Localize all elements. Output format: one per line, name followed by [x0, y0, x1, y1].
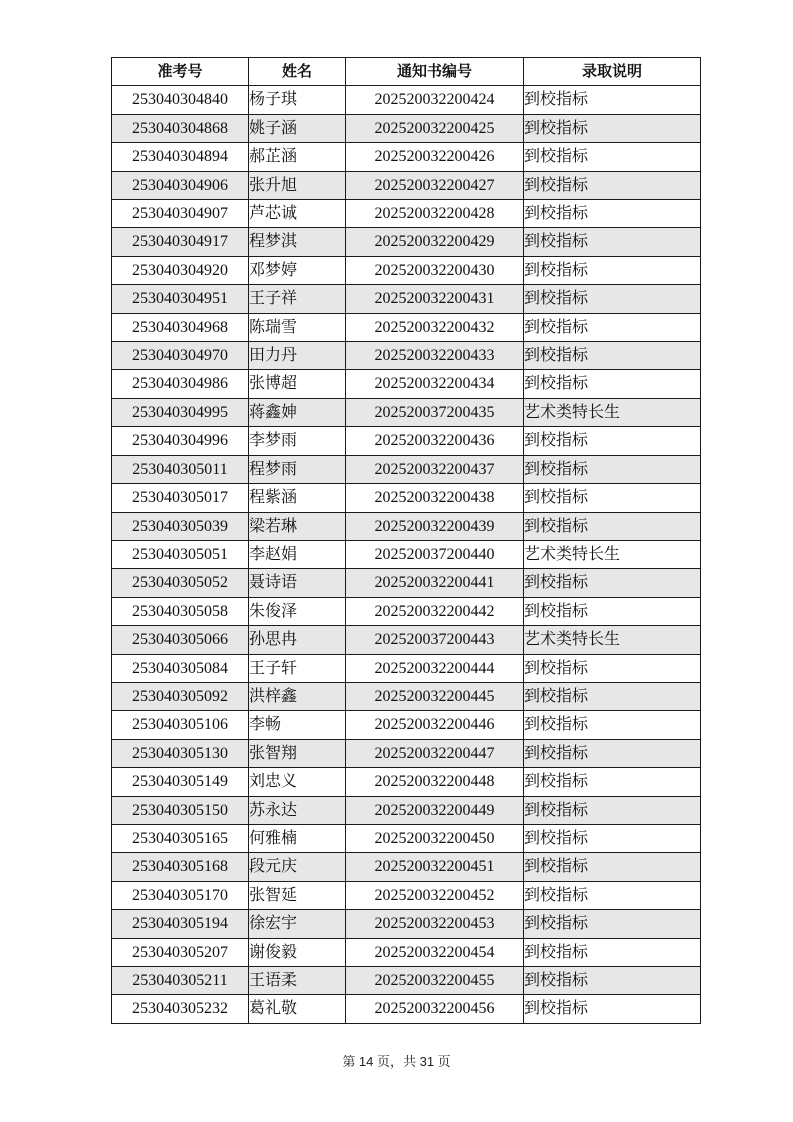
cell-exam-number: 253040304995: [112, 398, 249, 426]
table-row: [112, 342, 701, 370]
table-row: [112, 682, 701, 710]
cell-name: 程梦雨: [249, 455, 346, 483]
table-row: [112, 398, 701, 426]
table-row: [112, 938, 701, 966]
table-row: [112, 881, 701, 909]
cell-admission-note: 到校指标: [524, 739, 701, 767]
cell-exam-number: 253040305092: [112, 682, 249, 710]
cell-notice-number: 202520032200452: [346, 881, 524, 909]
table-row: [112, 796, 701, 824]
cell-notice-number: 202520032200429: [346, 228, 524, 256]
cell-notice-number: 202520032200448: [346, 768, 524, 796]
cell-exam-number: 253040305130: [112, 739, 249, 767]
table-row: [112, 143, 701, 171]
cell-notice-number: 202520032200455: [346, 967, 524, 995]
cell-name: 李赵娟: [249, 540, 346, 568]
cell-name: 王子祥: [249, 285, 346, 313]
cell-name: 邓梦婷: [249, 256, 346, 284]
cell-notice-number: 202520032200453: [346, 910, 524, 938]
cell-notice-number: 202520037200440: [346, 540, 524, 568]
cell-admission-note: 到校指标: [524, 853, 701, 881]
cell-notice-number: 202520032200441: [346, 569, 524, 597]
cell-exam-number: 253040304907: [112, 200, 249, 228]
cell-admission-note: 到校指标: [524, 682, 701, 710]
table-row: [112, 597, 701, 625]
cell-exam-number: 253040305058: [112, 597, 249, 625]
cell-exam-number: 253040304951: [112, 285, 249, 313]
cell-notice-number: 202520032200434: [346, 370, 524, 398]
cell-exam-number: 253040305150: [112, 796, 249, 824]
cell-exam-number: 253040304986: [112, 370, 249, 398]
table-row: [112, 171, 701, 199]
cell-notice-number: 202520032200442: [346, 597, 524, 625]
cell-exam-number: 253040304840: [112, 86, 249, 114]
cell-name: 王子轩: [249, 654, 346, 682]
cell-name: 何雅楠: [249, 824, 346, 852]
cell-admission-note: 到校指标: [524, 995, 701, 1023]
table-row: [112, 484, 701, 512]
cell-name: 聂诗语: [249, 569, 346, 597]
column-header-notice-number: 通知书编号: [346, 58, 524, 86]
cell-notice-number: 202520032200432: [346, 313, 524, 341]
table-row: [112, 626, 701, 654]
cell-name: 李梦雨: [249, 427, 346, 455]
cell-exam-number: 253040305207: [112, 938, 249, 966]
cell-notice-number: 202520032200456: [346, 995, 524, 1023]
table-row: [112, 995, 701, 1023]
cell-name: 张升旭: [249, 171, 346, 199]
cell-exam-number: 253040305052: [112, 569, 249, 597]
cell-admission-note: 到校指标: [524, 228, 701, 256]
cell-admission-note: 到校指标: [524, 824, 701, 852]
table-row: [112, 256, 701, 284]
page-footer: 第 14 页，共 31 页: [342, 1054, 451, 1069]
cell-notice-number: 202520032200449: [346, 796, 524, 824]
cell-admission-note: 到校指标: [524, 455, 701, 483]
cell-notice-number: 202520032200444: [346, 654, 524, 682]
cell-name: 张智翔: [249, 739, 346, 767]
table-row: [112, 739, 701, 767]
cell-name: 孙思冉: [249, 626, 346, 654]
table-row: [112, 967, 701, 995]
cell-name: 谢俊毅: [249, 938, 346, 966]
cell-exam-number: 253040305066: [112, 626, 249, 654]
cell-name: 徐宏宇: [249, 910, 346, 938]
cell-name: 葛礼敬: [249, 995, 346, 1023]
cell-notice-number: 202520032200433: [346, 342, 524, 370]
cell-exam-number: 253040305051: [112, 540, 249, 568]
cell-name: 朱俊泽: [249, 597, 346, 625]
cell-notice-number: 202520032200426: [346, 143, 524, 171]
cell-name: 洪梓鑫: [249, 682, 346, 710]
cell-admission-note: 到校指标: [524, 711, 701, 739]
column-header-exam-number: 准考号: [112, 58, 249, 86]
cell-admission-note: 到校指标: [524, 427, 701, 455]
cell-notice-number: 202520032200425: [346, 114, 524, 142]
cell-notice-number: 202520032200451: [346, 853, 524, 881]
cell-notice-number: 202520032200446: [346, 711, 524, 739]
table-row: [112, 654, 701, 682]
cell-admission-note: 到校指标: [524, 796, 701, 824]
cell-exam-number: 253040305106: [112, 711, 249, 739]
table-row: [112, 313, 701, 341]
cell-exam-number: 253040305084: [112, 654, 249, 682]
cell-notice-number: 202520032200439: [346, 512, 524, 540]
table-row: [112, 711, 701, 739]
table-row: [112, 114, 701, 142]
cell-notice-number: 202520032200436: [346, 427, 524, 455]
cell-admission-note: 到校指标: [524, 597, 701, 625]
cell-exam-number: 253040305149: [112, 768, 249, 796]
cell-name: 苏永达: [249, 796, 346, 824]
cell-exam-number: 253040304906: [112, 171, 249, 199]
cell-admission-note: 到校指标: [524, 200, 701, 228]
table-row: [112, 200, 701, 228]
cell-name: 芦芯诚: [249, 200, 346, 228]
table-body: [112, 86, 701, 1023]
cell-admission-note: 到校指标: [524, 285, 701, 313]
cell-admission-note: 到校指标: [524, 569, 701, 597]
cell-admission-note: 到校指标: [524, 313, 701, 341]
table-row: [112, 285, 701, 313]
header-row: [112, 58, 701, 86]
cell-notice-number: 202520032200437: [346, 455, 524, 483]
cell-notice-number: 202520032200447: [346, 739, 524, 767]
cell-name: 程梦淇: [249, 228, 346, 256]
cell-exam-number: 253040304920: [112, 256, 249, 284]
table-row: [112, 824, 701, 852]
table-row: [112, 512, 701, 540]
cell-exam-number: 253040305039: [112, 512, 249, 540]
cell-admission-note: 到校指标: [524, 370, 701, 398]
table-row: [112, 540, 701, 568]
cell-exam-number: 253040304970: [112, 342, 249, 370]
cell-name: 张智延: [249, 881, 346, 909]
cell-notice-number: 202520032200445: [346, 682, 524, 710]
cell-notice-number: 202520032200428: [346, 200, 524, 228]
cell-exam-number: 253040305011: [112, 455, 249, 483]
cell-admission-note: 艺术类特长生: [524, 398, 701, 426]
cell-admission-note: 到校指标: [524, 654, 701, 682]
table-row: [112, 853, 701, 881]
cell-exam-number: 253040305017: [112, 484, 249, 512]
cell-name: 梁若琳: [249, 512, 346, 540]
cell-admission-note: 到校指标: [524, 938, 701, 966]
cell-notice-number: 202520037200443: [346, 626, 524, 654]
table-row: [112, 370, 701, 398]
table-row: [112, 228, 701, 256]
cell-notice-number: 202520032200454: [346, 938, 524, 966]
cell-name: 蒋鑫妽: [249, 398, 346, 426]
column-header-admission-note: 录取说明: [524, 58, 701, 86]
table-row: [112, 910, 701, 938]
cell-notice-number: 202520032200424: [346, 86, 524, 114]
cell-notice-number: 202520032200430: [346, 256, 524, 284]
table-row: [112, 86, 701, 114]
cell-exam-number: 253040305170: [112, 881, 249, 909]
table-row: [112, 768, 701, 796]
cell-admission-note: 到校指标: [524, 143, 701, 171]
cell-exam-number: 253040304868: [112, 114, 249, 142]
cell-name: 姚子涵: [249, 114, 346, 142]
cell-exam-number: 253040304894: [112, 143, 249, 171]
cell-name: 程紫涵: [249, 484, 346, 512]
cell-exam-number: 253040305168: [112, 853, 249, 881]
cell-name: 王语柔: [249, 967, 346, 995]
cell-admission-note: 到校指标: [524, 484, 701, 512]
admission-table: [111, 57, 701, 1024]
cell-admission-note: 到校指标: [524, 967, 701, 995]
cell-admission-note: 到校指标: [524, 910, 701, 938]
cell-notice-number: 202520032200438: [346, 484, 524, 512]
cell-exam-number: 253040305232: [112, 995, 249, 1023]
table-row: [112, 569, 701, 597]
cell-exam-number: 253040305211: [112, 967, 249, 995]
column-header-name: 姓名: [249, 58, 346, 86]
cell-notice-number: 202520032200450: [346, 824, 524, 852]
cell-admission-note: 艺术类特长生: [524, 626, 701, 654]
cell-name: 郝芷涵: [249, 143, 346, 171]
cell-notice-number: 202520032200427: [346, 171, 524, 199]
cell-admission-note: 艺术类特长生: [524, 540, 701, 568]
cell-exam-number: 253040305194: [112, 910, 249, 938]
cell-admission-note: 到校指标: [524, 342, 701, 370]
cell-admission-note: 到校指标: [524, 114, 701, 142]
table-row: [112, 455, 701, 483]
cell-admission-note: 到校指标: [524, 512, 701, 540]
cell-admission-note: 到校指标: [524, 881, 701, 909]
table-row: [112, 427, 701, 455]
cell-name: 杨子琪: [249, 86, 346, 114]
cell-admission-note: 到校指标: [524, 86, 701, 114]
cell-admission-note: 到校指标: [524, 171, 701, 199]
cell-name: 张博超: [249, 370, 346, 398]
cell-admission-note: 到校指标: [524, 768, 701, 796]
cell-notice-number: 202520032200431: [346, 285, 524, 313]
table-header: [112, 58, 701, 86]
cell-name: 陈瑞雪: [249, 313, 346, 341]
cell-notice-number: 202520037200435: [346, 398, 524, 426]
cell-name: 李畅: [249, 711, 346, 739]
cell-name: 刘忠义: [249, 768, 346, 796]
cell-name: 段元庆: [249, 853, 346, 881]
cell-admission-note: 到校指标: [524, 256, 701, 284]
cell-exam-number: 253040304968: [112, 313, 249, 341]
cell-name: 田力丹: [249, 342, 346, 370]
cell-exam-number: 253040304996: [112, 427, 249, 455]
cell-exam-number: 253040304917: [112, 228, 249, 256]
cell-exam-number: 253040305165: [112, 824, 249, 852]
